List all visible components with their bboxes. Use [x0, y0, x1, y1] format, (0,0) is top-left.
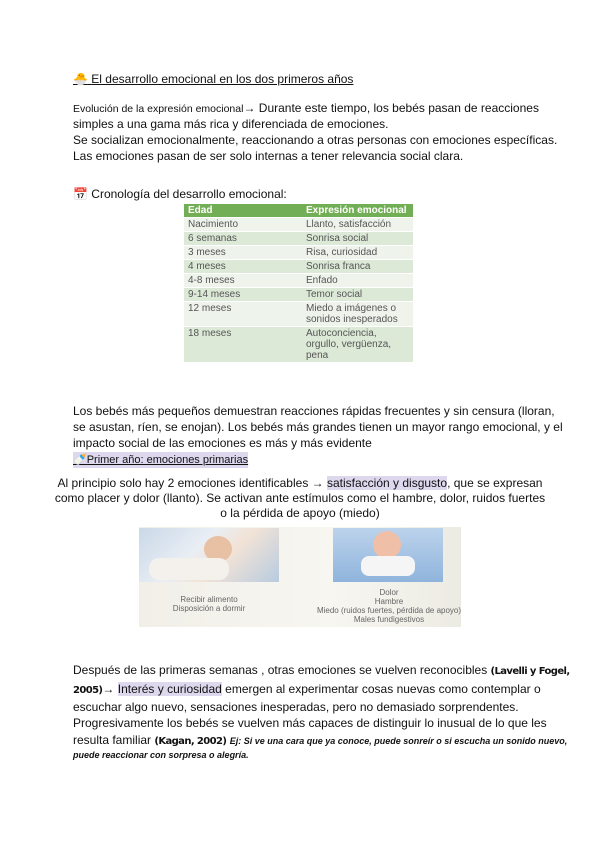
intro-lead: Evolución de la expresión emocional: [73, 103, 244, 115]
sleeping-baby-photo: [139, 528, 279, 582]
caption-line: Dolor: [379, 588, 399, 597]
table-row: [184, 274, 413, 288]
p2-line-1: Los bebés más pequeños demuestran reacciones rápidas frecuentes y sin censura (lloran,: [73, 404, 555, 418]
table-row: [184, 302, 413, 327]
baby-emoji-icon: 🐣: [73, 72, 88, 86]
p4-line-4: Progresivamente los bebés se vuelven más capaces de distinguir lo inusual de lo que les: [73, 716, 547, 730]
chrono-title: Cronología del desarrollo emocional:: [91, 187, 287, 201]
chrono-heading: [73, 186, 287, 202]
expression-cell: Temor social: [302, 288, 413, 302]
emotion-timeline-table: [184, 204, 413, 363]
header-expression: Expresión emocional: [302, 204, 413, 218]
age-cell: 4 meses: [184, 260, 302, 274]
p4-line-2: [73, 680, 541, 700]
left-caption: [149, 595, 269, 613]
calendar-icon: 📅: [73, 187, 88, 201]
example-text: Ej: Si ve una cara que ya conoce, puede sonreír o si escucha un sonido nuevo,: [229, 736, 568, 746]
p3-line-1: [0, 476, 600, 491]
p4-text: emergen al experimentar cosas nuevas como contemplar o: [221, 682, 541, 696]
arrow: →: [102, 682, 118, 696]
p2-line-3: impacto social de las emociones es más y más evidente: [73, 436, 372, 450]
age-cell: 18 meses: [184, 327, 302, 363]
p4-line-3: escuchar algo nuevo, sensaciones inesperadas, pero no demasiado sorprendentes.: [73, 700, 519, 714]
table-row: [184, 288, 413, 302]
caption-line: Miedo (ruidos fuertes, pérdida de apoyo): [316, 606, 462, 615]
p3-text: , que se expresan: [447, 476, 543, 490]
crying-baby-photo: [333, 528, 443, 582]
title-text: El desarrollo emocional en los dos primeros años: [91, 72, 354, 86]
doc-title: [73, 71, 353, 87]
p3-text: Al principio solo hay 2 emociones identificables →: [57, 476, 327, 490]
emotions-figure: [139, 527, 461, 627]
table-row: [184, 246, 413, 260]
expression-cell: Sonrisa franca: [302, 260, 413, 274]
right-caption: [314, 588, 464, 624]
expression-cell: Llanto, satisfacción: [302, 218, 413, 232]
citation-year: 2005): [73, 685, 103, 696]
expression-cell: Autoconciencia, orgullo, vergüenza, pena: [302, 327, 413, 363]
p3: [0, 476, 600, 521]
caption-line: Hambre: [374, 597, 404, 606]
table-row: [184, 327, 413, 363]
expression-cell: Miedo a imágenes o sonidos inesperados: [302, 302, 413, 327]
highlight-interes: Interés y curiosidad: [117, 682, 222, 696]
age-cell: 3 meses: [184, 246, 302, 260]
intro-text: Durante este tiempo, los bebés pasan de reacciones: [255, 101, 539, 115]
table-row: [184, 260, 413, 274]
table-row: [184, 232, 413, 246]
p2-line-2: se asustan, ríen, se enojan). Los bebés más grandes tienen un mayor rango emocional, y el: [73, 420, 563, 434]
caption-line: Disposición a dormir: [172, 604, 246, 613]
intro-line-1: [73, 100, 539, 117]
caption-line: Males fundigestivos: [353, 615, 425, 624]
citation-kagan: (Kagan, 2002): [154, 736, 227, 747]
intro-line-3: Se socializan emocionalmente, reaccionando a otras personas con emociones específicas.: [73, 133, 558, 147]
age-cell: 12 meses: [184, 302, 302, 327]
expression-cell: Sonrisa social: [302, 232, 413, 246]
intro-line-4: Las emociones pasan de ser solo internas a tener relevancia social clara.: [73, 149, 464, 163]
p3-line-3: o la pérdida de apoyo (miedo): [220, 506, 380, 520]
age-cell: 6 semanas: [184, 232, 302, 246]
p4-text: resulta familiar: [73, 733, 155, 747]
section2-heading: [73, 452, 248, 468]
section2-title: Primer año: emociones primarias: [86, 454, 249, 466]
table-row: [184, 218, 413, 232]
expression-cell: Risa, curiosidad: [302, 246, 413, 260]
expression-cell: Enfado: [302, 274, 413, 288]
age-cell: 9-14 meses: [184, 288, 302, 302]
caption-line: Recibir alimento: [180, 595, 238, 604]
example-text-2: puede reaccionar con sorpresa o alegría.: [73, 750, 249, 760]
arrow: →: [243, 101, 256, 115]
citation-lavelli: (Lavelli y Fogel,: [490, 666, 570, 677]
baby-bottle-icon: 🍼: [73, 454, 87, 466]
intro-line-2: simples a una gama más rica y diferenciada de emociones.: [73, 117, 389, 131]
p4-line-1: [73, 661, 570, 681]
p3-line-2: como placer y dolor (llanto). Se activan ante estímulos como el hambre, dolor, ruidos fuertes: [54, 491, 546, 505]
age-cell: 4-8 meses: [184, 274, 302, 288]
highlight-satisfaccion: satisfacción y disgusto: [327, 476, 448, 490]
age-cell: Nacimiento: [184, 218, 302, 232]
header-age: Edad: [184, 204, 302, 218]
p4-text: Después de las primeras semanas , otras emociones se vuelven reconocibles: [73, 663, 491, 677]
